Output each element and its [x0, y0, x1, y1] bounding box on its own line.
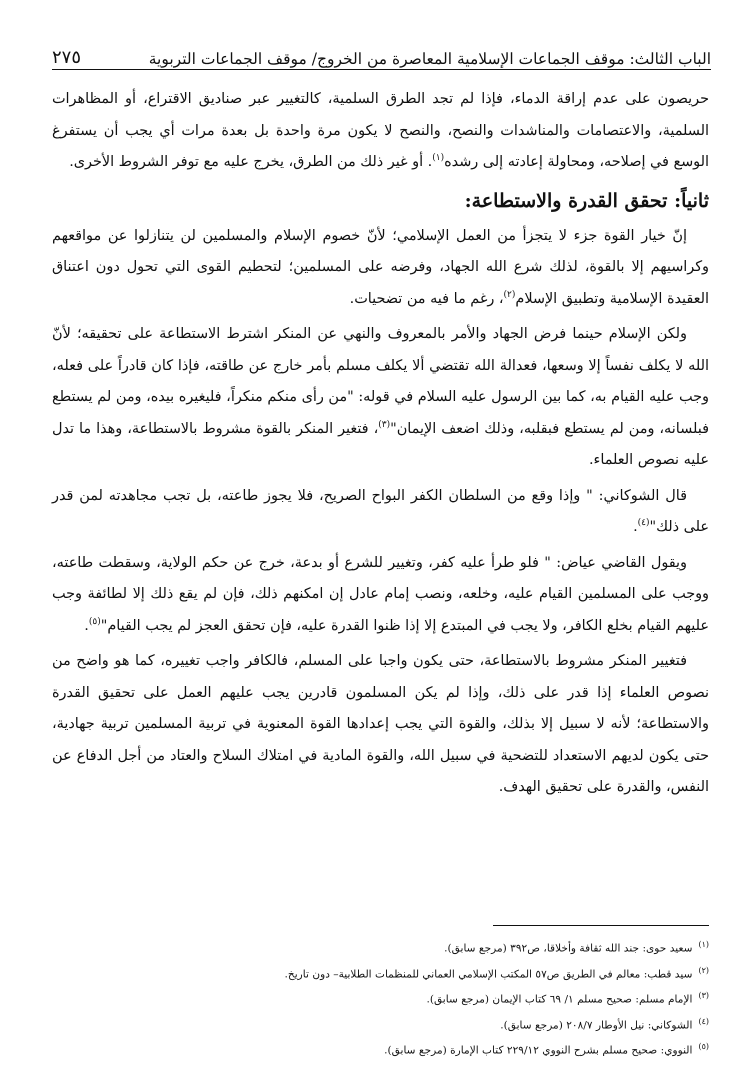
footnote-mark: (٣) [698, 991, 709, 1001]
footnote-text: سعيد حوى: جند الله ثقافة وأخلاقا، ص٣٩٢ (مرجع سابق). [444, 942, 693, 955]
main-text [52, 84, 709, 808]
footnote-ref-2: (٢) [503, 289, 516, 300]
paragraph-6: فتغيير المنكر مشروط بالاستطاعة، حتى يكون واجبا على المسلم، فالكافر واجب تغييره، كما هو واضح من نصوص العلماء إذا قدر على ذلك، وإذا لم يكن المسلمون قادرين يجب عليهم العمل على تحقيق القدرة والاستطاعة؛ لأنه لا سبيل إلا بذلك، والقوة التي يجب إعدادها القوة المعنوية في تربية المسلمين تربية جهادية، حتى يكون لديهم الاستعداد للتضحية في سبيل الله، والقوة المادية في امتلاك السلاح والعتاد من أجل الدفاع عن النفس، والقدرة على تحقيق الهدف. [52, 653, 709, 795]
footnote-mark: (٢) [698, 965, 709, 975]
footnote-ref-3: (٣) [378, 419, 391, 430]
footnote-mark: (١) [698, 940, 709, 949]
footnote-text: سيد قطب: معالم في الطريق ص٥٧ المكتب الإسلامي العماني للمنظمات الطلابية– دون تاريخ. [284, 968, 693, 981]
page-number: ٢٧٥ [52, 47, 82, 68]
footnote-ref-1: (١) [432, 153, 445, 164]
footnote-ref-4: (٤) [637, 518, 650, 529]
section-heading: ثانياً: تحقق القدرة والاستطاعة: [464, 189, 709, 212]
footnote-ref-5: (٥) [88, 616, 101, 627]
running-title: الباب الثالث: موقف الجماعات الإسلامية المعاصرة من الخروج/ موقف الجماعات التربوية [148, 50, 711, 68]
footnote-text: النووي: صحيح مسلم بشرح النووي ٢٢٩/١٢ كتاب الإمارة (مرجع سابق). [384, 1044, 693, 1057]
footnote-2 [52, 960, 709, 986]
footnote-3 [52, 985, 709, 1011]
paragraph-1: حريصون على عدم إراقة الدماء، فإذا لم تجد الطرق السلمية، كالتغيير عبر صناديق الاقتراع، أو المظاهرات السلمية، والاعتصامات والمناشدات والنصح، والنصح لا يكون مرة واحدة بل بعدة مرات أي يجب أن يستفرغ الوسع في إصلاحه، ومحاولة إعادته إلى رشده$^{(١)}$. أو غير ذلك من الطرق، يخرج عليه مع توفر الشروط الأخرى. [52, 91, 709, 170]
footnote-4 [52, 1011, 709, 1037]
paragraph-4: قال الشوكاني: " وإذا وقع من السلطان الكفر البواح الصريح، فلا يجوز طاعته، بل تجب مجاهدته لمن قدر على ذلك"$^{(٤)}$. [52, 487, 709, 535]
footnotes [52, 934, 709, 1062]
footnote-1 [52, 934, 709, 960]
footnote-text: الشوكاني: نيل الأوطار ٢٠٨/٧ (مرجع سابق). [500, 1019, 693, 1032]
footnote-mark: (٤) [698, 1016, 709, 1026]
footnote-5 [52, 1036, 709, 1062]
paragraph-2: إنّ خيار القوة جزء لا يتجزأ من العمل الإسلامي؛ لأنّ خصوم الإسلام والمسلمين لن يتنازلوا عن مواقعهم وكراسيهم إلا بالقوة، لذلك شرع الله الجهاد، وفرضه على المسلمين؛ لتحطيم القوى التي تحول دون اعتناق العقيدة الإسلامية وتطبيق الإسلام$^{(٢)}$، رغم ما فيه من تضحيات. [52, 227, 709, 307]
header-rule [52, 69, 711, 70]
paragraph-5: ويقول القاضي عياض: " فلو طرأ عليه كفر، وتغيير للشرع أو بدعة، خرج عن حكم الولاية، وسقطت طاعته، ووجب على المسلمين القيام عليه، وخلعه، ونصب إمام عادل إن امكنهم ذلك، فإن لم يقع ذلك إلا لطائفة وجب عليهم القيام بخلع الكافر، ولا يجب في المبتدع إلا إذا ظنوا القدرة عليه، فإن تحقق العجز لم يجب القيام"$^{(٥)}$. [52, 554, 709, 634]
footnote-separator [493, 925, 709, 926]
footnote-mark: (٥) [698, 1042, 709, 1052]
paragraph-3: ولكن الإسلام حينما فرض الجهاد والأمر بالمعروف والنهي عن المنكر اشترط الاستطاعة على تحقيقه؛ لأنّ الله لا يكلف نفساً إلا وسعها، فعدالة الله تقتضي ألا يكلف مسلم بأمر خارج عن طاقته، فإذا كان قادراً على فعله، وجب عليه القيام به، كما بين الرسول عليه السلام في قوله: "من رأى منكم منكراً، فليغيره بيده، ومن لم يستطع فبلسانه، ومن لم يستطع فبقلبه، وذلك اضعف الإيمان"$^{(٣)}$، فتغير المنكر بالقوة مشروط بالاستطاعة، وهذا ما تدل عليه نصوص العلماء. [52, 326, 709, 468]
footnote-text: الإمام مسلم: صحيح مسلم ١/ ٦٩ كتاب الإيمان (مرجع سابق). [426, 993, 693, 1006]
running-header [52, 38, 711, 68]
